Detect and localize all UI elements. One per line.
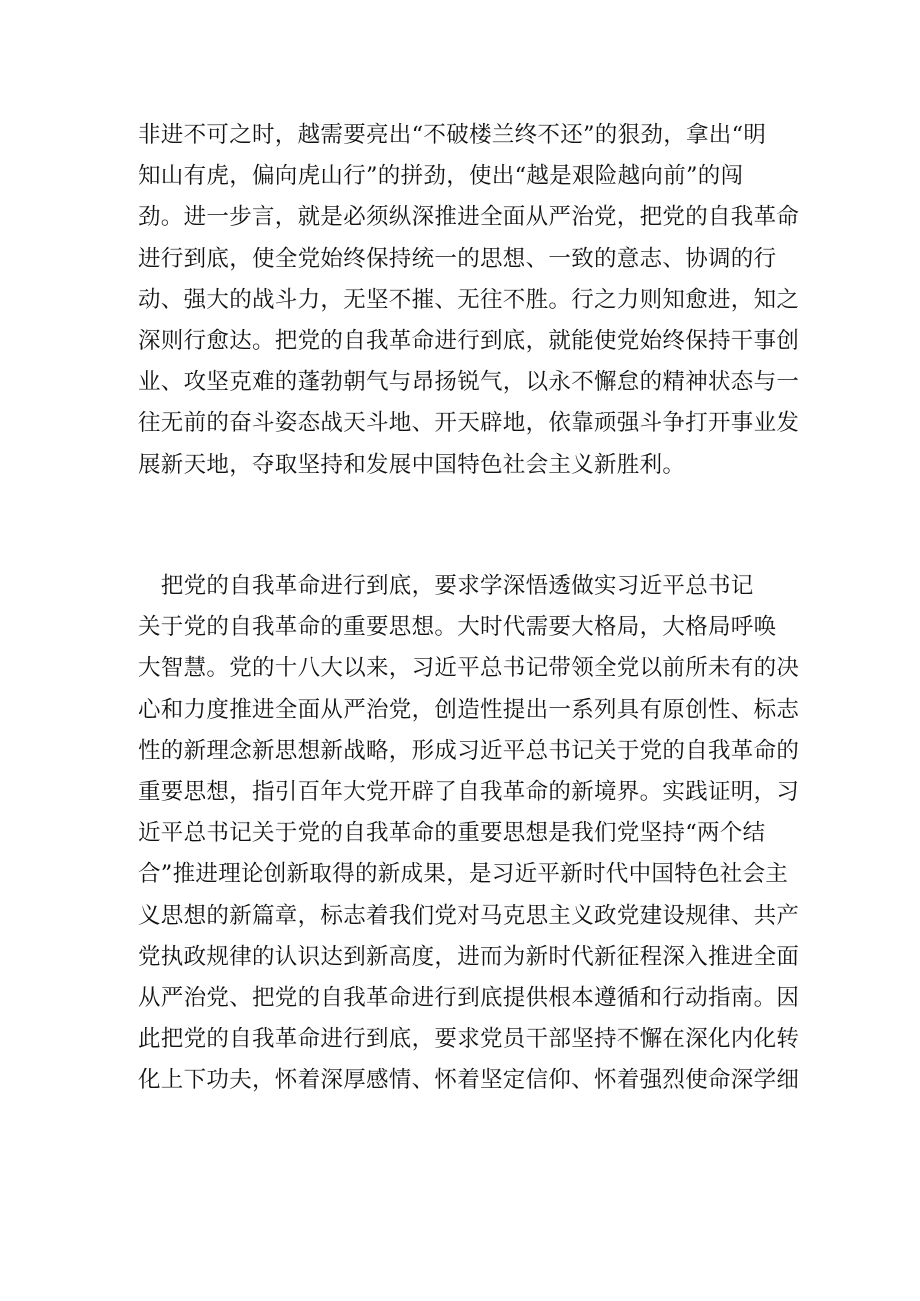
text-line: 深则行愈达。把党的自我革命进行到底，就能使党始终保持干事创 <box>138 327 800 354</box>
text-line: 心和力度推进全面从严治党，创造性提出一系列具有原创性、标志 <box>138 696 800 723</box>
text-line: 知山有虎，偏向虎山行”的拼劲，使出“越是艰险越向前”的闯 <box>138 163 744 190</box>
text-line: 业、攻坚克难的蓬勃朝气与昂扬锐气，以永不懈怠的精神状态与一 <box>138 369 800 396</box>
text-line: 大智慧。党的十八大以来，习近平总书记带领全党以前所未有的决 <box>138 655 800 682</box>
text-line: 劲。进一步言，就是必须纵深推进全面从严治党，把党的自我革命 <box>138 204 800 231</box>
text-line: 非进不可之时，越需要亮出“不破楼兰终不还”的狠劲，拿出“明 <box>138 122 767 148</box>
text-line: 合”推进理论创新取得的新成果，是习近平新时代中国特色社会主 <box>138 861 789 888</box>
text-line: 关于党的自我革命的重要思想。大时代需要大格局，大格局呼唤 <box>138 614 777 641</box>
text-line: 此把党的自我革命进行到底，要求党员干部坚持不懈在深化内化转 <box>138 1026 800 1053</box>
text-line: 化上下功夫，怀着深厚感情、怀着坚定信仰、怀着强烈使命深学细 <box>138 1067 800 1094</box>
text-line: 往无前的奋斗姿态战天斗地、开天辟地，依靠顽强斗争打开事业发 <box>138 410 800 437</box>
text-line: 义思想的新篇章，标志着我们党对马克思主义政党建设规律、共产 <box>138 902 800 929</box>
text-line: 动、强大的战斗力，无坚不摧、无往不胜。行之力则知愈进，知之 <box>138 286 800 313</box>
text-line: 从严治党、把党的自我革命进行到底提供根本遵循和行动指南。因 <box>138 984 800 1011</box>
paragraph-2 <box>138 566 800 1101</box>
text-line: 进行到底，使全党始终保持统一的思想、一致的意志、协调的行 <box>138 245 777 272</box>
text-line: 重要思想，指引百年大党开辟了自我革命的新境界。实践证明，习 <box>138 778 800 805</box>
text-line: 把党的自我革命进行到底，要求学深悟透做实习近平总书记 <box>138 573 754 599</box>
text-line: 性的新理念新思想新战略，形成习近平总书记关于党的自我革命的 <box>138 737 800 764</box>
text-line: 党执政规律的认识达到新高度，进而为新时代新征程深入推进全面 <box>138 943 800 970</box>
text-line: 展新天地，夺取坚持和发展中国特色社会主义新胜利。 <box>138 451 686 478</box>
text-line: 近平总书记关于党的自我革命的重要思想是我们党坚持“两个结 <box>138 820 766 847</box>
paragraph-1 <box>138 115 800 486</box>
